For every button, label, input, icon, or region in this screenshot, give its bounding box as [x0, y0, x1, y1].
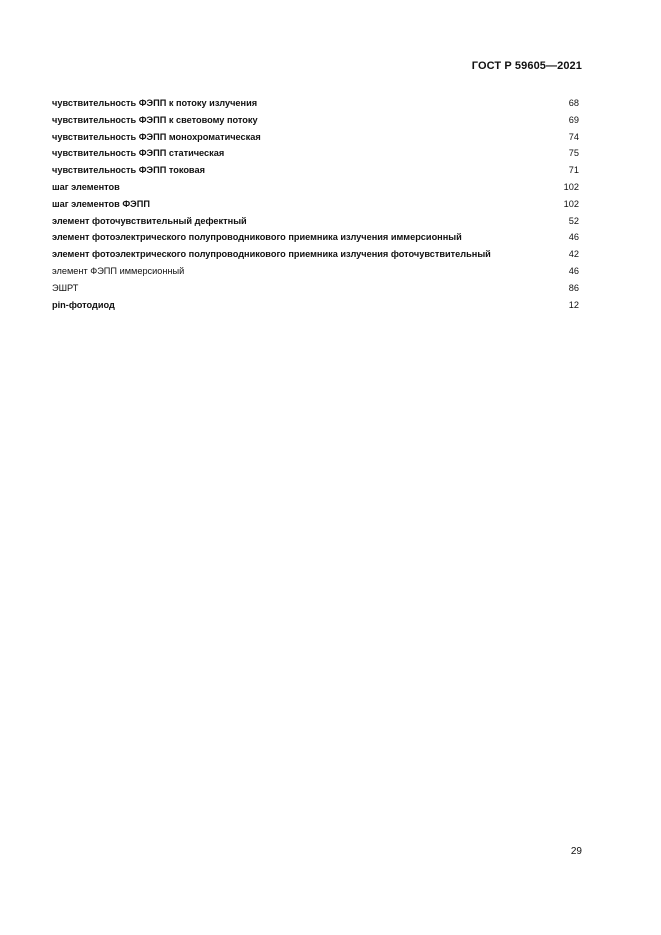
- index-page-ref: 69: [568, 114, 579, 125]
- index-term: pin-фотодиод: [52, 299, 115, 310]
- index-term: чувствительность ФЭПП монохроматическая: [52, 131, 261, 142]
- index-term: элемент фотоэлектрического полупроводникового приемника излучения фоточувствительный: [52, 249, 491, 260]
- index-entry: [52, 162, 579, 179]
- index-term: элемент фоточувствительный дефектный: [52, 215, 247, 226]
- index-entry: [52, 129, 579, 146]
- index-page-ref: 42: [568, 249, 579, 260]
- index-entry: [52, 297, 579, 314]
- index-term: чувствительность ФЭПП к потоку излучения: [52, 98, 258, 108]
- index-entry: [52, 213, 579, 230]
- index-term: шаг элементов: [52, 181, 120, 192]
- index-page-ref: 71: [568, 165, 579, 176]
- index-entry: [52, 229, 579, 246]
- index-page-ref: 68: [568, 98, 579, 108]
- index-page-ref: 86: [568, 282, 579, 293]
- term-index-list: [52, 95, 579, 313]
- document-code-header: ГОСТ Р 59605—2021: [471, 60, 582, 72]
- index-entry: [52, 145, 579, 162]
- index-page-ref: 12: [568, 299, 579, 310]
- index-page-ref: 74: [568, 131, 579, 142]
- index-page-ref: 75: [568, 148, 579, 159]
- index-entry: [52, 263, 579, 280]
- index-term: элемент ФЭПП иммерсионный: [52, 265, 185, 276]
- index-entry: [52, 246, 579, 263]
- index-term: ЭШРТ: [52, 282, 79, 293]
- index-entry: [52, 112, 579, 129]
- index-page-ref: 52: [568, 215, 579, 226]
- index-page-ref: 46: [568, 232, 579, 243]
- index-term: элемент фотоэлектрического полупроводникового приемника излучения иммерсионный: [52, 232, 462, 243]
- index-entry: [52, 179, 579, 196]
- index-term: чувствительность ФЭПП к световому потоку: [52, 114, 258, 125]
- index-term: чувствительность ФЭПП статическая: [52, 148, 225, 159]
- index-entry: [52, 196, 579, 213]
- index-entry: [52, 95, 579, 112]
- index-page-ref: 102: [563, 198, 579, 209]
- index-page-ref: 46: [568, 265, 579, 276]
- page-number: 29: [570, 846, 582, 857]
- index-entry: [52, 280, 579, 297]
- index-page-ref: 102: [563, 181, 579, 192]
- index-term: шаг элементов ФЭПП: [52, 198, 150, 209]
- index-term: чувствительность ФЭПП токовая: [52, 165, 205, 176]
